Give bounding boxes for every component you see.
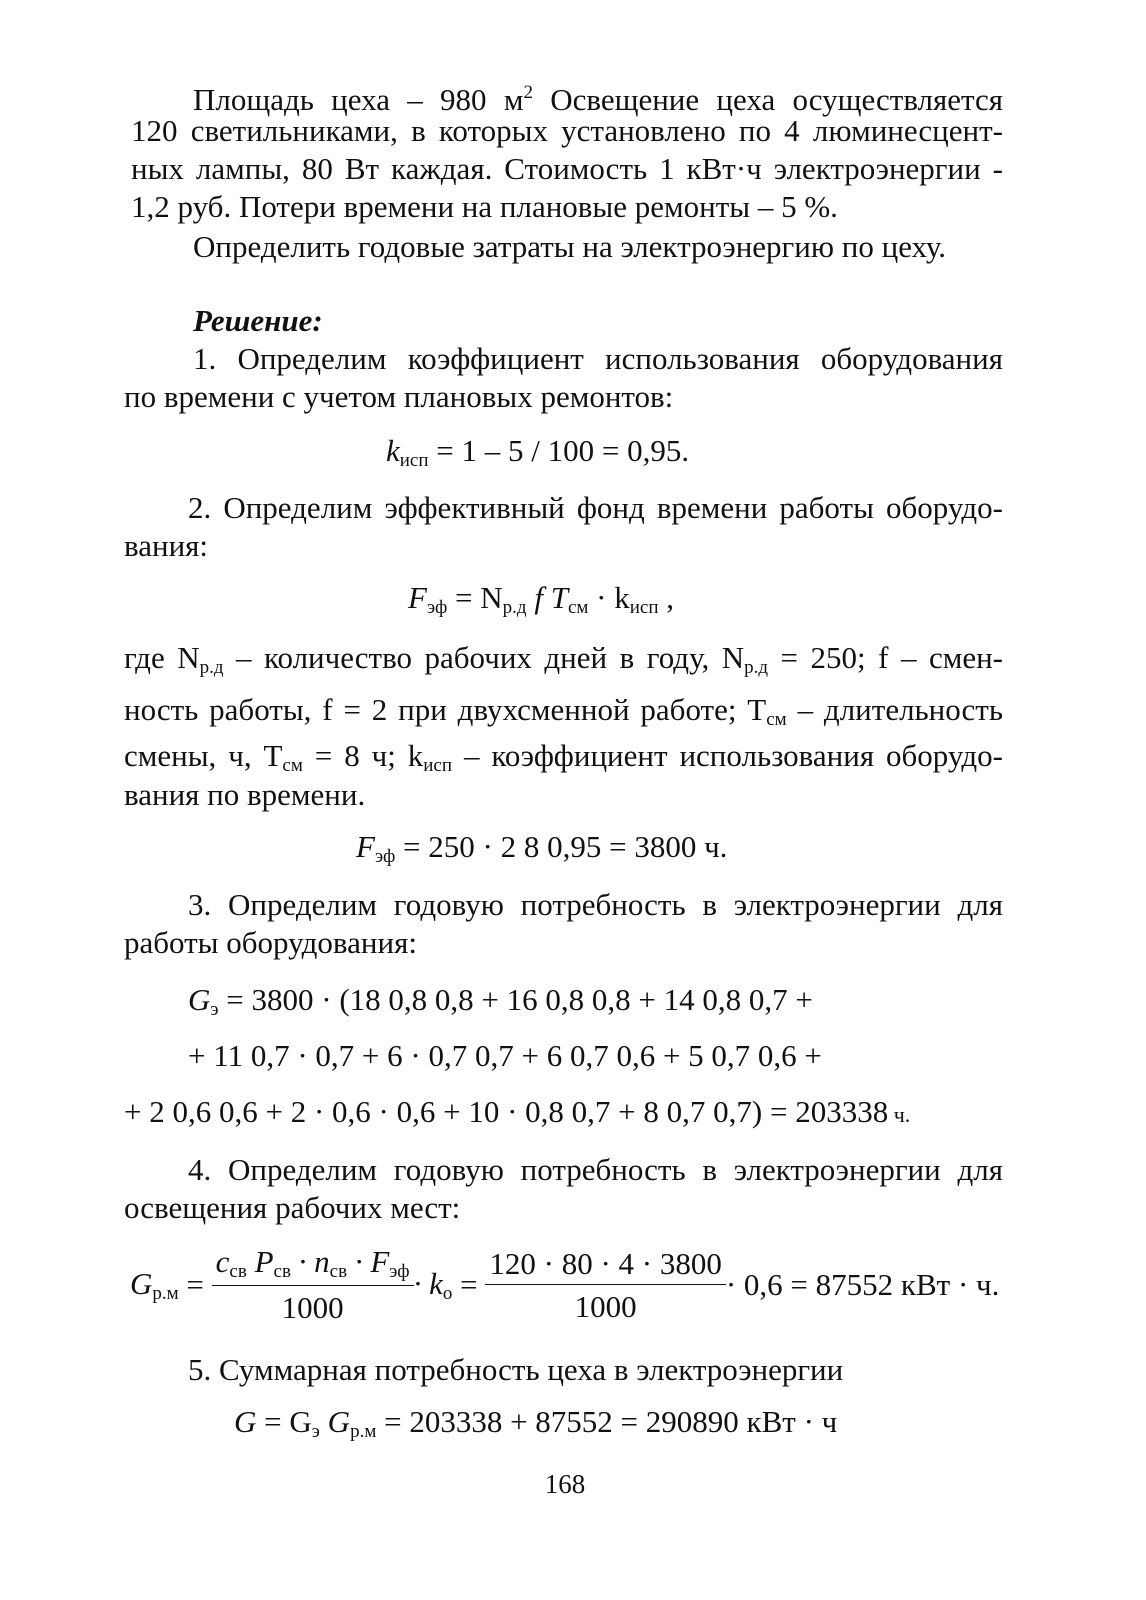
where-line-4: вания по времени. bbox=[124, 777, 366, 812]
problem-line-2: 120 светильниками, в которых установлено по 4 люминесцент- bbox=[131, 113, 1003, 148]
formula-F-ef: $F_{эф} = N_{р.д}$ f $T_{см} \cdot k_{исп}$ , bbox=[408, 580, 675, 618]
step3-line-1: 3. Определим годовую потребность в электроэнергии для bbox=[188, 887, 1003, 922]
task-statement: Определить годовые затраты на электроэнергию по цеху. bbox=[193, 229, 947, 264]
step3-line-2: работы оборудования: bbox=[124, 925, 417, 960]
solution-heading: Решение: bbox=[193, 303, 323, 338]
where-line-1: где $N_{р.д}$ – количество рабочих дней в году, $N_{р.д} = 250$; f – смен- bbox=[124, 640, 1004, 678]
problem-line-1: Площадь цеха – 980 $м^2$ Освещение цеха осуществляется bbox=[193, 82, 1003, 117]
problem-line-3: ных лампы, 80 Вт каждая. Стоимость 1 кВт·ч электроэнергии - bbox=[131, 151, 1003, 186]
step5: 5. Суммарная потребность цеха в электроэнергии bbox=[188, 1352, 844, 1387]
step1-line-1: 1. Определим коэффициент использования оборудования bbox=[193, 341, 1003, 376]
fraction-symbolic: $\frac{c_{св} P_{св} \cdot n_{св} \cdot F_{эф}}{1000}$ bbox=[212, 1244, 414, 1326]
step4-line-1: 4. Определим годовую потребность в электроэнергии для bbox=[188, 1152, 1003, 1187]
step2-line-2: вания: bbox=[124, 528, 209, 563]
formula-F-calc: $F_{эф} = 250 \cdot 2$ 8 0,95 = 3800 ч. bbox=[356, 829, 728, 867]
formula-G-line-3: + 2 0,6 0,6 + 2 · 0,6 · 0,6 + 10 · 0,8 0,7 + 8 0,7 0,7) = 203338 ч. bbox=[124, 1094, 911, 1129]
step1-line-2: по времени с учетом плановых ремонтов: bbox=[124, 379, 674, 414]
where-line-2: ность работы, f = 2 при двухсменной работе; $T_{см}$ – длительность bbox=[124, 692, 1003, 730]
formula-k-isp: $k_{исп} = 1 - 5 / 100 = 0,95$. bbox=[386, 433, 690, 471]
problem-line-4: 1,2 руб. Потери времени на плановые ремонты – 5 %. bbox=[131, 189, 838, 224]
formula-G-sum: $G = G_э$ $G_{р.м} = 203338 + 87552 = 290890$ кВт · ч bbox=[234, 1404, 838, 1442]
fraction-numeric: $\frac{120 \cdot 80 \cdot 4 \cdot 3800}{1000}$ bbox=[485, 1246, 725, 1325]
formula-G-line-1: $G_э = 3800 \cdot (18$ 0,8 0,8 + 16 0,8 0,8 + 14 0,8 0,7 + bbox=[188, 982, 813, 1020]
step2-line-1: 2. Определим эффективный фонд времени работы оборудо- bbox=[188, 490, 1003, 525]
step4-line-2: освещения рабочих мест: bbox=[124, 1190, 461, 1225]
formula-G-line-2: + 11 0,7 · 0,7 + 6 · 0,7 0,7 + 6 0,7 0,6 + 5 0,7 0,6 + bbox=[188, 1038, 822, 1073]
formula-G-rm: $G_{р.м}$ = $\frac{c_{св} P_{св} \cdot n_{св} \cdot F_{эф}}{1000}$ · $k_о$ = $\frac{120 \cdot 80 \cdot 4 \cdot 3800}{1000}$ · 0,6 = 87552 кВт · ч. bbox=[130, 1244, 1000, 1325]
where-line-3: смены, ч, $T_{см} = 8$ ч; $k_{исп}$ – коэффициент использования оборудо- bbox=[124, 738, 1004, 776]
page-number: 168 bbox=[544, 1469, 586, 1499]
